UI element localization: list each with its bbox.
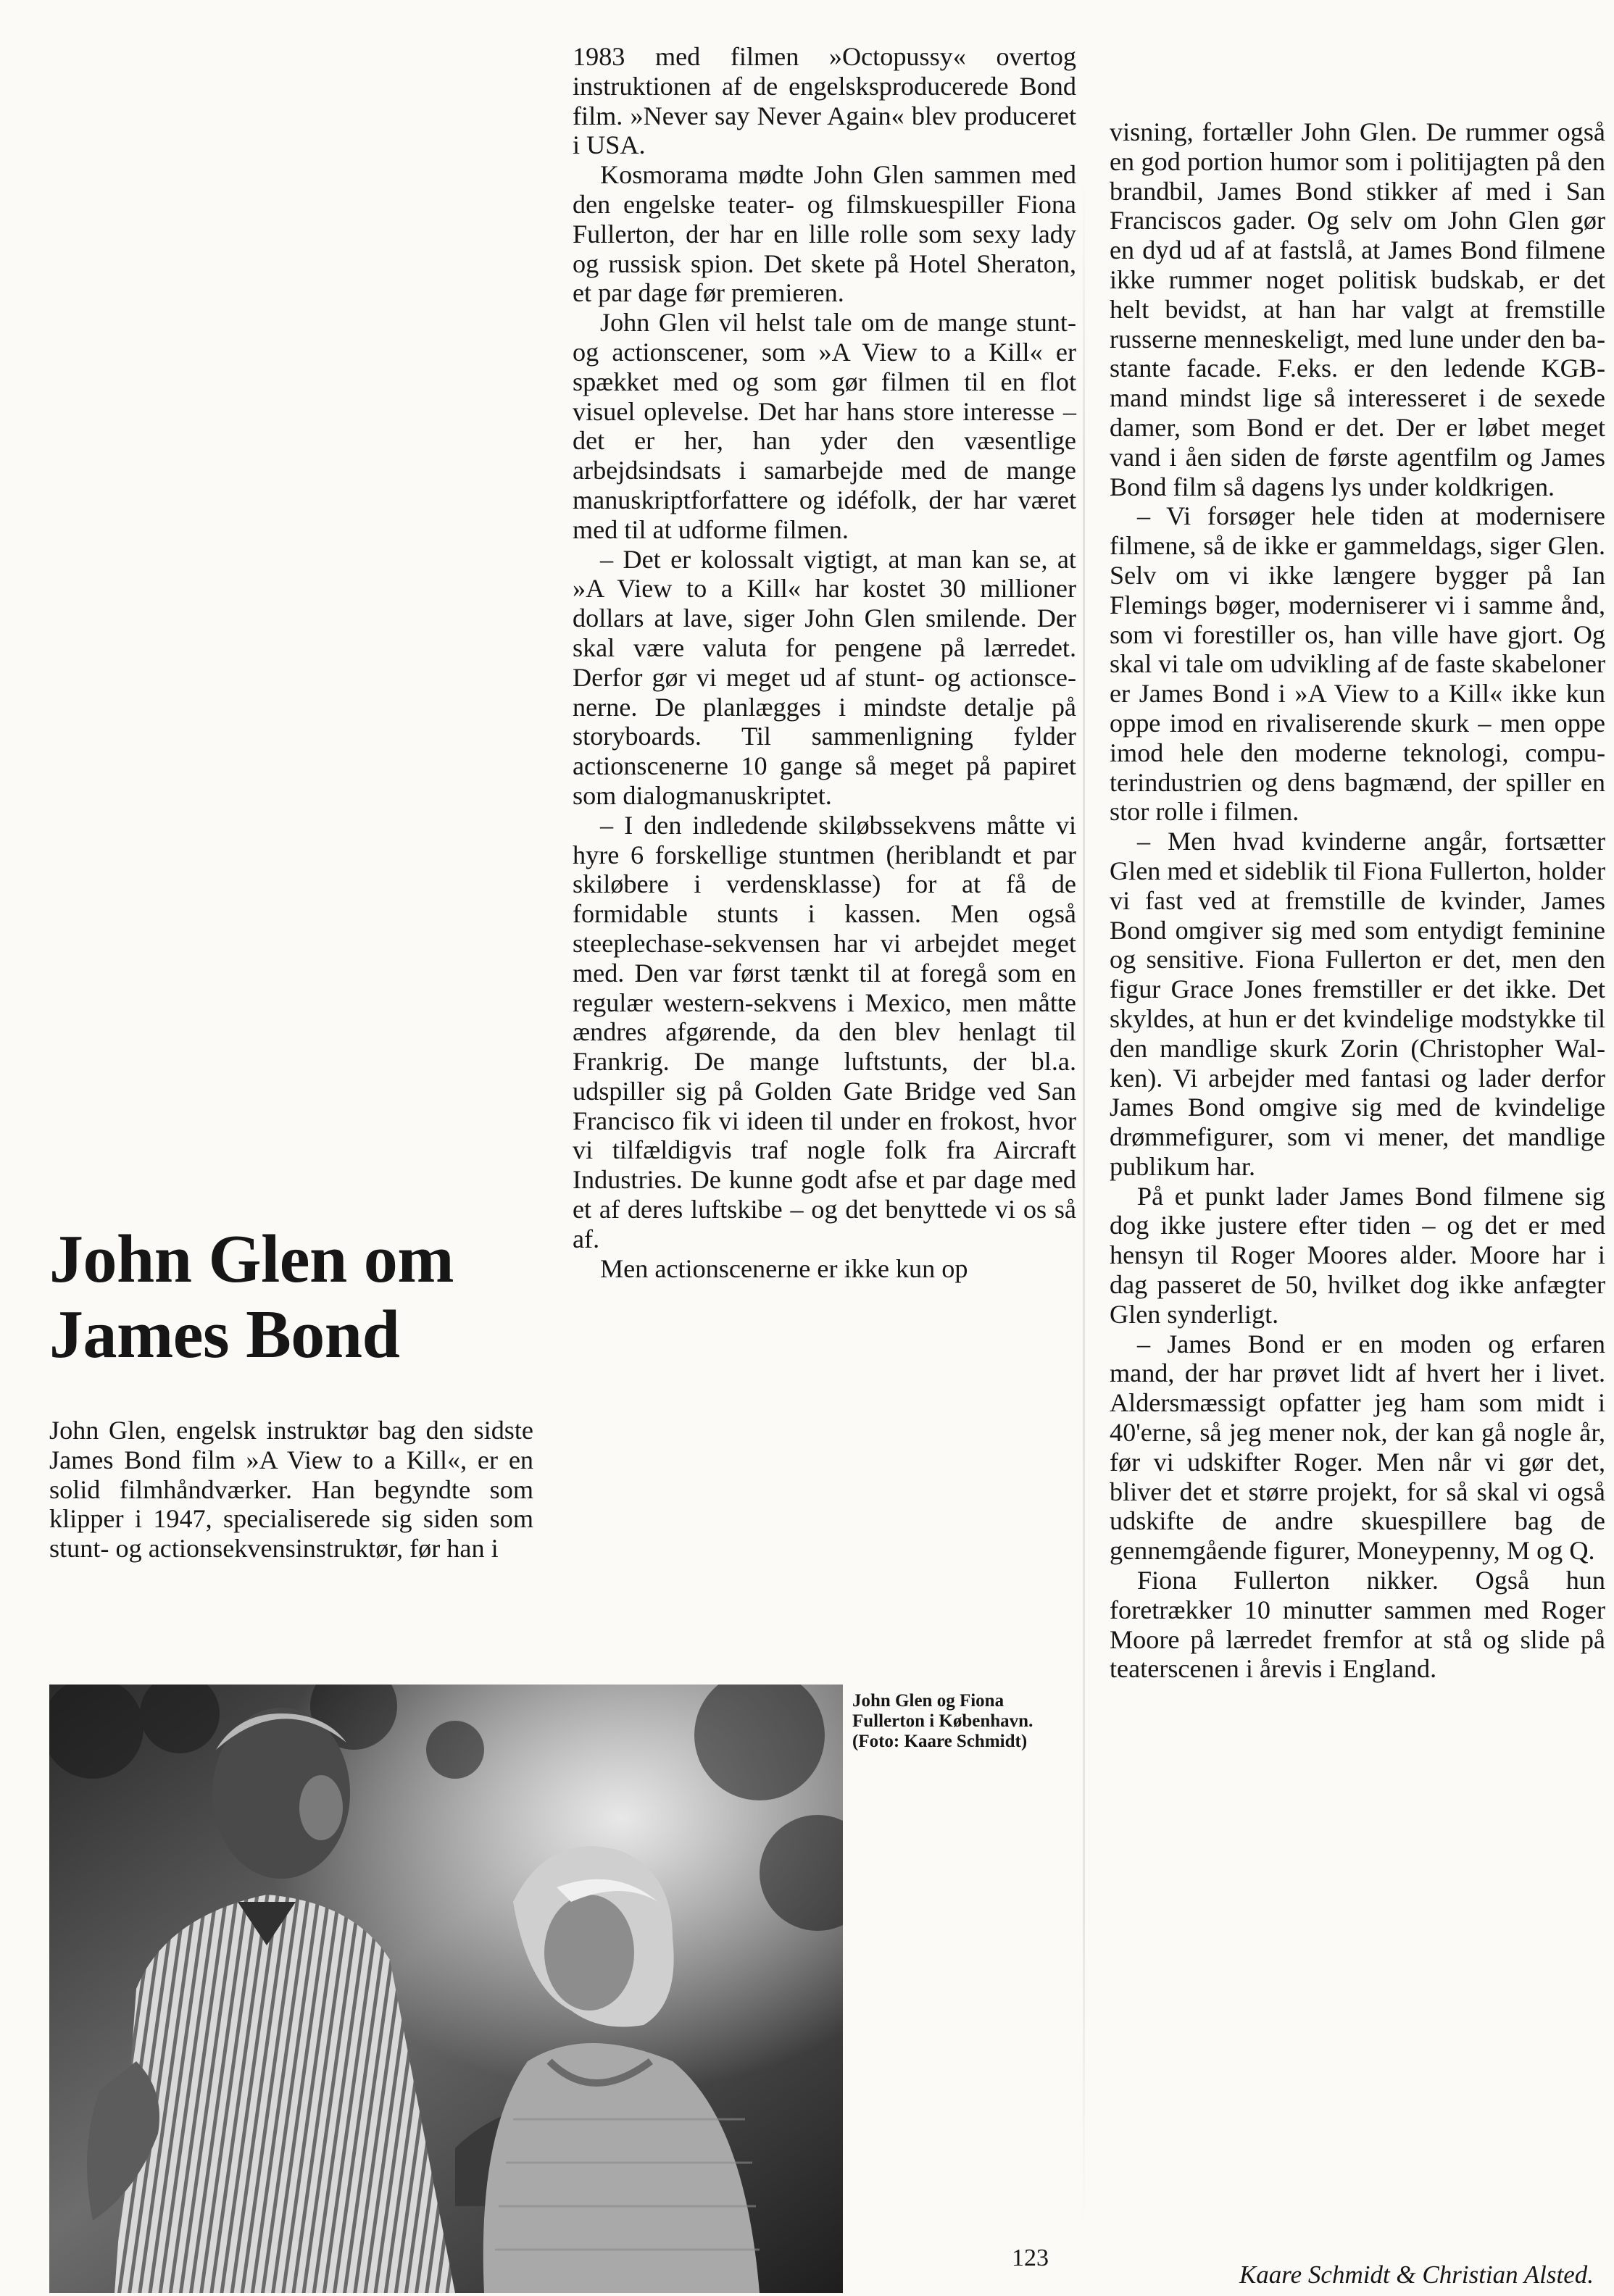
paragraph: visning, fortæller John Glen. De rummer også en god portion humor som i politijagten på den brandbil, James Bond stikker af med i San Franciscos gader. Og selv om John Glen gør en dyd ud af at fastslå, at James Bond filmene ikke rummer noget politisk budskab, er det helt bevidst, at han har valgt at fremstille russerne menneskeligt, med lune under den bastante facade. F.eks. er den ledende KGB-mand mindst lige så interesseret i de sexede damer, som Bond er det. Der er løbet meget vand i åen siden de første agentfilm og James Bond film så dagens lys under koldkrigen. <box>1110 117 1605 501</box>
paragraph: John Glen vil helst tale om de mange stunt- og actionscener, som »A View to a Kill« er spækket med og som gør filmen til en flot visuel oplevelse. Det har hans store interesse – det er her, han yder den væsentlige arbejdsindsats i samarbejde med de mange manuskriptforfattere og idéfolk, der har været med til at udforme filmen. <box>573 308 1076 544</box>
paragraph: – Det er kolossalt vigtigt, at man kan se, at »A View to a Kill« har kostet 30 millioner dollars at lave, siger John Glen smilende. Der skal være valuta for pengene på lærredet. Derfor gør vi meget ud af stunt- og actionscenerne. De planlægges i mindste detalje på storyboards. Til sammenligning fylder actionscenerne 10 gange så meget på papiret som dialogmanuskriptet. <box>573 544 1076 810</box>
paragraph: Men actionscenerne er ikke kun op <box>600 1253 968 1283</box>
paragraph: Fiona Fullerton nikker. Også hun foretrækker 10 minutter sammen med Roger Moore på lærredet fremfor at stå og slide på teaterscenen i årevis i England. <box>1110 1566 1605 1684</box>
article-column-middle <box>573 42 1076 1283</box>
paragraph: – Vi forsøger hele tiden at modernisere filmene, så de ikke er gammeldags, siger Glen. Selv om vi ikke længere bygger på Ian Flemings bøger, moderniserer vi i samme ånd, som vi forestiller os, han ville have gjort. Og skal vi tale om udvikling af de faste skabeloner er James Bond i »A View to a Kill« ikke kun oppe imod en rivaliserende skurk – men oppe imod hele den moderne teknologi, computerindustrien og dens bagmænd, der spiller en stor rolle i filmen. <box>1110 501 1605 827</box>
photo-caption: John Glen og Fiona Fullerton i København. (Foto: Kaare Schmidt) <box>852 1691 1033 1751</box>
article-intro <box>49 1416 533 1564</box>
article-photo <box>49 1685 843 2293</box>
paragraph: På et punkt lader James Bond filmene sig dog ikke justere efter tiden – og det er med hensyn til Roger Moores alder. Moore har i dag passeret de 50, hvilket dog ikke anfægter Glen synderligt. <box>1110 1181 1605 1329</box>
byline: Kaare Schmidt & Christian Alsted. <box>1239 2260 1594 2289</box>
page-fold-shadow <box>1083 174 1085 2232</box>
paragraph: – I den indledende skiløbssekvens måtte vi hyre 6 forskellige stuntmen (heriblandt et par skiløbere i verdensklasse) for at få de formidable stunts i kassen. Men også steeplechase-sekvensen har vi arbejdet meget med. Den var først tænkt til at foregå som en regulær western-sekvens i Mexico, men måtte ændres afgørende, da den blev henlagt til Frankrig. De mange luftstunts, der bl.a. udspiller sig på Golden Gate Bridge ved San Francisco fik vi ideen til under en frokost, hvor vi tilfældigvis traf nogle folk fra Aircraft Industries. De kunne godt afse et par dage med et af deres luftskibe – og det benyttede vi os så af. <box>573 810 1076 1253</box>
paragraph: 1983 med filmen »Octopussy« overtog instruktionen af de engelsksproducerede Bond film. »Never say Never Again« blev produceret i USA. <box>573 42 1076 160</box>
article-headline: John Glen om James Bond <box>49 1222 454 1372</box>
page-number: 123 <box>1012 2245 1049 2271</box>
paragraph: – James Bond er en moden og erfaren mand, der har prøvet lidt af hvert her i livet. Aldersmæssigt opfatter jeg ham som midt i 40'erne, så jeg mener nok, der kan gå nogle år, før vi udskifter Roger. Men når vi gør det, bliver det et større projekt, for så skal vi også udskifte de andre skuespillere bag de gennemgående figurer, Moneypenny, M og Q. <box>1110 1329 1605 1566</box>
paragraph: – Men hvad kvinderne angår, fortsætter Glen med et sideblik til Fiona Fullerton, holder vi fast ved at fremstille de kvinder, James Bond omgiver sig med som entydigt feminine og sensitive. Fiona Fullerton er det, men den figur Grace Jones fremstiller er det ikke. Det skyldes, at hun er det kvindelige modstykke til den mandlige skurk Zorin (Christopher Walken). Vi arbejder med fantasi og lader derfor James Bond omgive sig med de kvindelige drømmefigurer, som vi mener, det mandlige publikum har. <box>1110 827 1605 1181</box>
article-column-right <box>1110 117 1605 1684</box>
paragraph: Kosmorama mødte John Glen sammen med den engelske teater- og filmskuespiller Fiona Fullerton, der har en lille rolle som sexy lady og russisk spion. Det skete på Hotel Sheraton, et par dage før premieren. <box>573 160 1076 308</box>
intro-paragraph: John Glen, engelsk instruktør bag den sidste James Bond film »A View to a Kill«, er en solid filmhåndværker. Han begyndte som klipper i 1947, specialiserede sig siden som stunt- og actionsekvensinstruktør, før han i <box>49 1416 533 1564</box>
